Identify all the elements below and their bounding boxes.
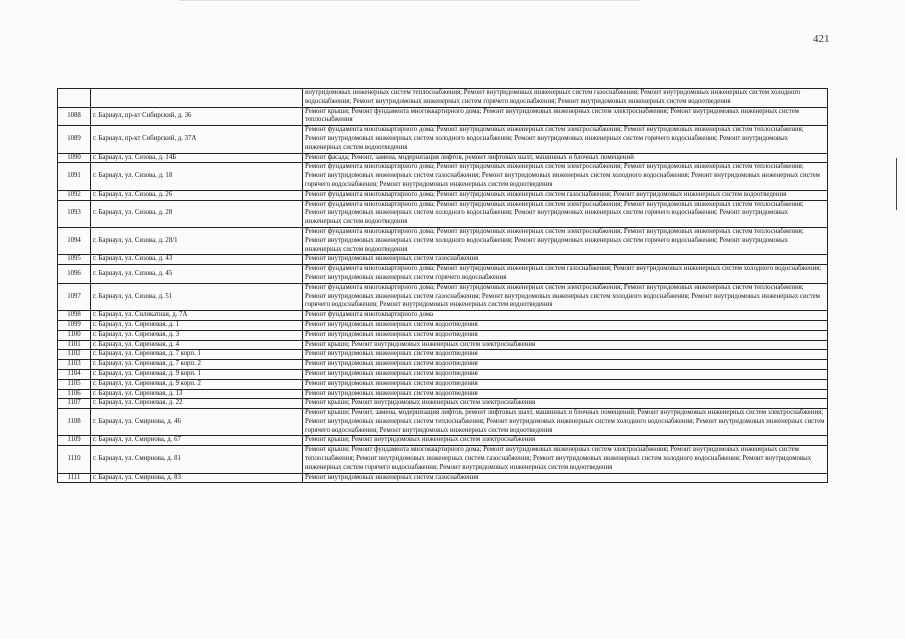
row-address xyxy=(91,89,303,108)
table-row xyxy=(58,153,828,163)
row-works: Ремонт крыши; Ремонт, замена, модернизация лифтов, ремонт лифтовых шахт, машинных и блочных помещений; Ремонт внутридомовых инженерных систем электроснабжения; Ремонт внутридомовых инженерных систем теплоснабжения; Ремонт внутридомовых инженерных систем холодного водоснабжения; Ремонт внутридомовых инженерных систем горячего водоснабжения; Ремонт внутридомовых инженерных систем водоотведения xyxy=(303,409,828,436)
row-address: г. Барнаул, ул. Сизова, д. 18 xyxy=(91,163,303,190)
row-address: г. Барнаул, пр-кт Сибирский, д. 37А xyxy=(91,126,303,153)
row-address: г. Барнаул, ул. Сиреневая, д. 9 корп. 2 xyxy=(91,379,303,389)
row-number: 1102 xyxy=(58,350,91,360)
row-works: Ремонт внутридомовых инженерных систем водоотведения xyxy=(303,330,828,340)
row-address: г. Барнаул, ул. Смирнова, д. 67 xyxy=(91,436,303,446)
row-address: г. Барнаул, пр-кт Сибирский, д. 36 xyxy=(91,107,303,126)
row-works: Ремонт внутридомовых инженерных систем водоотведения xyxy=(303,389,828,399)
row-address: г. Барнаул, ул. Сиреневая, д. 13 xyxy=(91,389,303,399)
table-row xyxy=(58,330,828,340)
row-works: Ремонт фундамента многоквартирного дома; Ремонт внутридомовых инженерных систем электроснабжения; Ремонт внутридомовых инженерных систем теплоснабжения; Ремонт внутридомовых инженерных систем холодного водоснабжения; Ремонт внутридомовых инженерных систем горячего водоснабжения; Ремонт внутридомовых инженерных систем водоотведения xyxy=(303,126,828,153)
table-row xyxy=(58,399,828,409)
row-works: Ремонт фундамента многоквартирного дома xyxy=(303,311,828,321)
row-number: 1100 xyxy=(58,330,91,340)
row-address: г. Барнаул, ул. Сизова, д. 51 xyxy=(91,283,303,310)
table-body xyxy=(58,89,828,483)
row-number: 1106 xyxy=(58,389,91,399)
row-number: 1103 xyxy=(58,360,91,370)
table-row xyxy=(58,89,828,108)
table-row xyxy=(58,255,828,265)
row-number: 1108 xyxy=(58,409,91,436)
row-works: Ремонт внутридомовых инженерных систем газоснабжения xyxy=(303,473,828,483)
table-row xyxy=(58,409,828,436)
row-works: Ремонт внутридомовых инженерных систем водоотведения xyxy=(303,379,828,389)
row-number: 1095 xyxy=(58,255,91,265)
row-number: 1089 xyxy=(58,126,91,153)
row-number: 1107 xyxy=(58,399,91,409)
row-address: г. Барнаул, ул. Смирнова, д. 46 xyxy=(91,409,303,436)
row-address: г. Барнаул, ул. Сиреневая, д. 7 корп. 1 xyxy=(91,350,303,360)
table-row xyxy=(58,163,828,190)
row-works: Ремонт фундамента многоквартирного дома; Ремонт внутридомовых инженерных систем электроснабжения; Ремонт внутридомовых инженерных систем теплоснабжения; Ремонт внутридомовых инженерных систем газоснабжения; Ремонт внутридомовых инженерных систем холодного водоснабжения; Ремонт внутридомовых инженерных систем горячего водоснабжения; Ремонт внутридомовых инженерных систем водоотведения xyxy=(303,163,828,190)
table-row xyxy=(58,360,828,370)
row-works: Ремонт фундамента многоквартирного дома; Ремонт внутридомовых инженерных систем газоснабжения; Ремонт внутридомовых инженерных систем водоотведения xyxy=(303,190,828,200)
table-row xyxy=(58,379,828,389)
table-row xyxy=(58,200,828,227)
row-address: г. Барнаул, ул. Смирнова, д. 83 xyxy=(91,473,303,483)
row-works: Ремонт внутридомовых инженерных систем газоснабжения xyxy=(303,255,828,265)
table-row xyxy=(58,126,828,153)
row-number: 1111 xyxy=(58,473,91,483)
row-address: г. Барнаул, ул. Сиреневая, д. 22 xyxy=(91,399,303,409)
row-number: 1105 xyxy=(58,379,91,389)
row-number: 1096 xyxy=(58,265,91,284)
table-row xyxy=(58,107,828,126)
row-number: 1093 xyxy=(58,200,91,227)
row-works: Ремонт фундамента многоквартирного дома; Ремонт внутридомовых инженерных систем газоснабжения; Ремонт внутридомовых инженерных систем холодного водоснабжения; Ремонт внутридомовых инженерных систем горячего водоснабжения xyxy=(303,265,828,284)
row-works: Ремонт крыши; Ремонт внутридомовых инженерных систем электроснабжения xyxy=(303,399,828,409)
row-address: г. Барнаул, ул. Сизова, д. 26 xyxy=(91,190,303,200)
table-row xyxy=(58,340,828,350)
row-number: 1091 xyxy=(58,163,91,190)
table-row xyxy=(58,446,828,473)
row-address: г. Барнаул, ул. Сиреневая, д. 7 корп. 2 xyxy=(91,360,303,370)
row-number: 1098 xyxy=(58,311,91,321)
row-works: Ремонт крыши; Ремонт фундамента многоквартирного дома; Ремонт внутридомовых инженерных систем электроснабжения; Ремонт внутридомовых инженерных систем теплоснабжения; Ремонт внутридомовых инженерных систем газоснабжения; Ремонт внутридомовых инженерных систем холодного водоснабжения; Ремонт внутридомовых инженерных систем горячего водоснабжения; Ремонт внутридомовых инженерных систем водоотведения xyxy=(303,446,828,473)
table-row xyxy=(58,473,828,483)
row-number: 1101 xyxy=(58,340,91,350)
row-works: внутридомовых инженерных систем теплоснабжения; Ремонт внутридомовых инженерных систем газоснабжения; Ремонт внутридомовых инженерных систем холодного водоснабжения; Ремонт внутридомовых инженерных систем горячего водоснабжения; Ремонт внутридомовых инженерных систем водоотведения xyxy=(303,89,828,108)
row-number: 1104 xyxy=(58,369,91,379)
table-row xyxy=(58,369,828,379)
row-works: Ремонт фасада; Ремонт, замена, модернизация лифтов, ремонт лифтовых шахт, машинных и блочных помещений xyxy=(303,153,828,163)
table-row xyxy=(58,350,828,360)
repair-works-table xyxy=(57,88,828,483)
row-address: г. Барнаул, ул. Сизова, д. 28 xyxy=(91,200,303,227)
row-number: 1099 xyxy=(58,320,91,330)
table-row xyxy=(58,436,828,446)
row-address: г. Барнаул, ул. Сизова, д. 45 xyxy=(91,265,303,284)
table-row xyxy=(58,320,828,330)
table-row xyxy=(58,265,828,284)
row-works: Ремонт крыши; Ремонт внутридомовых инженерных систем электроснабжения xyxy=(303,436,828,446)
table-row xyxy=(58,311,828,321)
row-address: г. Барнаул, ул. Сиреневая, д. 9 корп. 1 xyxy=(91,369,303,379)
row-number: 1092 xyxy=(58,190,91,200)
table-row xyxy=(58,283,828,310)
page-number: 421 xyxy=(813,33,830,45)
row-works: Ремонт внутридомовых инженерных систем водоотведения xyxy=(303,360,828,370)
row-address: г. Барнаул, ул. Сиреневая, д. 4 xyxy=(91,340,303,350)
row-number: 1088 xyxy=(58,107,91,126)
table-row xyxy=(58,389,828,399)
row-works: Ремонт фундамента многоквартирного дома; Ремонт внутридомовых инженерных систем электроснабжения; Ремонт внутридомовых инженерных систем теплоснабжения; Ремонт внутридомовых инженерных систем газоснабжения; Ремонт внутридомовых инженерных систем холодного водоснабжения; Ремонт внутридомовых инженерных систем горячего водоснабжения; Ремонт внутридомовых инженерных систем водоотведения xyxy=(303,283,828,310)
row-works: Ремонт крыши; Ремонт фундамента многоквартирного дома; Ремонт внутридомовых инженерных систем электроснабжения; Ремонт внутридомовых инженерных систем теплоснабжения xyxy=(303,107,828,126)
row-address: г. Барнаул, ул. Сизова, д. 28/1 xyxy=(91,227,303,254)
row-number: 1097 xyxy=(58,283,91,310)
row-address: г. Барнаул, ул. Сизова, д. 43 xyxy=(91,255,303,265)
row-number: 1094 xyxy=(58,227,91,254)
table-row xyxy=(58,227,828,254)
scan-artifact xyxy=(180,0,640,4)
row-address: г. Барнаул, ул. Сиреневая, д. 3 xyxy=(91,330,303,340)
row-address: г. Барнаул, ул. Смирнова, д. 81 xyxy=(91,446,303,473)
row-works: Ремонт крыши; Ремонт внутридомовых инженерных систем электроснабжения xyxy=(303,340,828,350)
row-works: Ремонт фундамента многоквартирного дома; Ремонт внутридомовых инженерных систем электроснабжения; Ремонт внутридомовых инженерных систем теплоснабжения; Ремонт внутридомовых инженерных систем холодного водоснабжения; Ремонт внутридомовых инженерных систем горячего водоснабжения; Ремонт внутридомовых инженерных систем водоотведения xyxy=(303,200,828,227)
row-address: г. Барнаул, ул. Сизова, д. 14Б xyxy=(91,153,303,163)
table-row xyxy=(58,190,828,200)
row-number: 1110 xyxy=(58,446,91,473)
row-number: 1109 xyxy=(58,436,91,446)
row-number xyxy=(58,89,91,108)
scan-edge-mark xyxy=(896,158,897,210)
row-works: Ремонт фундамента многоквартирного дома; Ремонт внутридомовых инженерных систем электроснабжения; Ремонт внутридомовых инженерных систем теплоснабжения; Ремонт внутридомовых инженерных систем холодного водоснабжения; Ремонт внутридомовых инженерных систем горячего водоснабжения; Ремонт внутридомовых инженерных систем водоотведения xyxy=(303,227,828,254)
row-address: г. Барнаул, ул. Сиреневая, д. 1 xyxy=(91,320,303,330)
row-works: Ремонт внутридомовых инженерных систем водоотведения xyxy=(303,350,828,360)
row-works: Ремонт внутридомовых инженерных систем водоотведения xyxy=(303,320,828,330)
row-address: г. Барнаул, ул. Силикатная, д. 7А xyxy=(91,311,303,321)
row-works: Ремонт внутридомовых инженерных систем водоотведения xyxy=(303,369,828,379)
row-number: 1090 xyxy=(58,153,91,163)
